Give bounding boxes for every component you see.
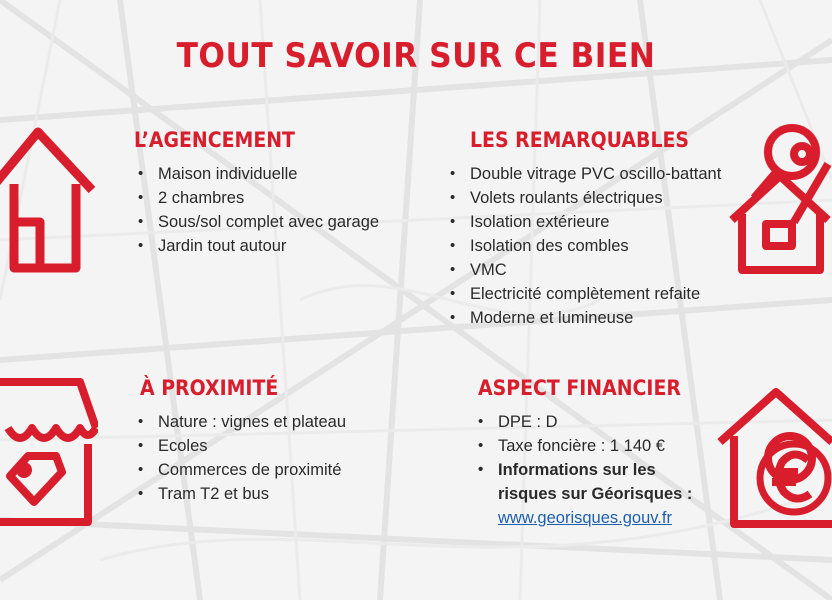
feature-list — [134, 410, 346, 506]
feature-list — [134, 162, 379, 258]
section-heading: L’AGENCEMENT — [134, 128, 295, 152]
list-item: • Taxe foncière : 1 140 € — [474, 434, 703, 458]
list-item: • Nature : vignes et plateau — [134, 410, 346, 434]
house-key-icon — [724, 124, 832, 276]
georisques-link[interactable]: www.georisques.gouv.fr — [498, 509, 672, 527]
section-heading: LES REMARQUABLES — [470, 128, 690, 152]
list-item: • Ecoles — [134, 434, 346, 458]
feature-list — [474, 410, 703, 530]
risk-info-line-1: Informations sur les — [498, 461, 656, 479]
house-icon — [0, 122, 104, 274]
list-item: • Isolation des combles — [446, 234, 721, 258]
list-item: • Isolation extérieure — [446, 210, 721, 234]
list-item: • 2 chambres — [134, 186, 379, 210]
section-remarquables — [470, 128, 721, 330]
section-agencement — [134, 128, 379, 258]
house-euro-icon — [714, 380, 832, 530]
section-heading: ASPECT FINANCIER — [478, 376, 681, 400]
shop-tag-icon — [0, 372, 98, 530]
list-item: • Double vitrage PVC oscillo-battant — [446, 162, 721, 186]
list-item: • Tram T2 et bus — [134, 482, 346, 506]
section-heading: À PROXIMITÉ — [140, 376, 279, 400]
list-item: • Commerces de proximité — [134, 458, 346, 482]
list-item: • Maison individuelle — [134, 162, 379, 186]
risk-info-line-2: risques sur Géorisques : — [498, 485, 693, 503]
list-item: • Electricité complètement refaite — [446, 282, 721, 306]
list-item: • DPE : D — [474, 410, 703, 434]
list-item: • Volets roulants électriques — [446, 186, 721, 210]
list-item: • Sous/sol complet avec garage — [134, 210, 379, 234]
list-item-risks — [474, 458, 703, 530]
list-item: • Moderne et lumineuse — [446, 306, 721, 330]
section-proximite — [140, 376, 346, 506]
page-title: TOUT SAVOIR SUR CE BIEN — [176, 36, 656, 76]
section-financier — [478, 376, 703, 530]
feature-list — [446, 162, 721, 330]
list-item: • Jardin tout autour — [134, 234, 379, 258]
list-item: • VMC — [446, 258, 721, 282]
